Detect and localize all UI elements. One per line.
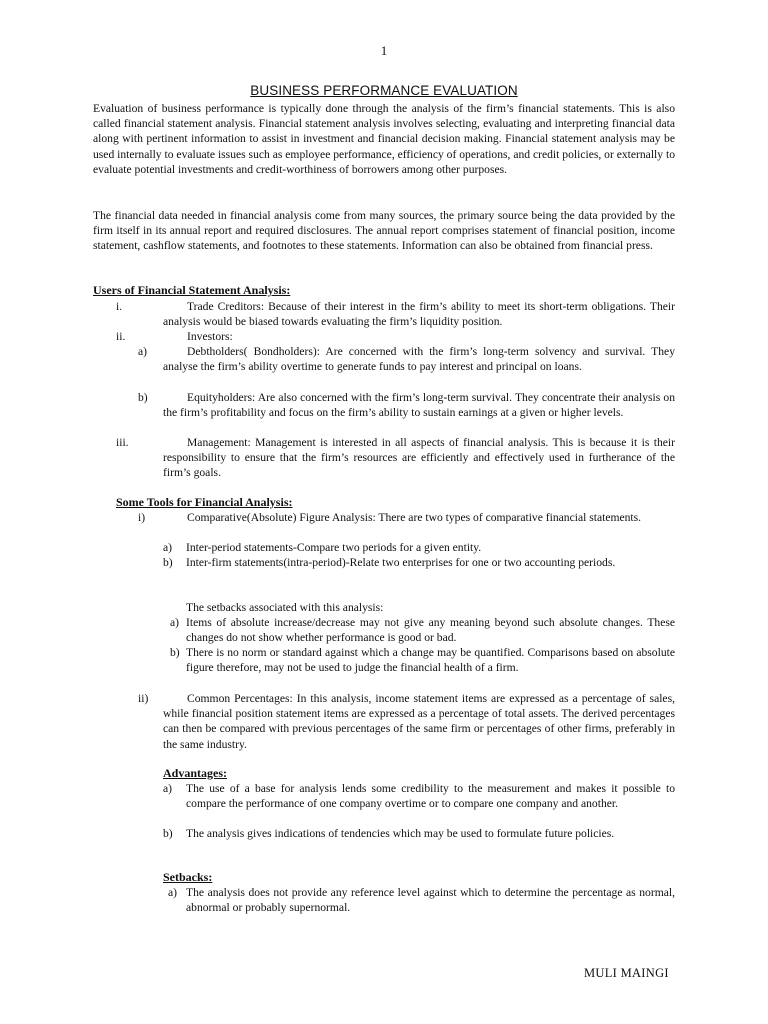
list-item-text: Equityholders: Are also concerned with the firm’s long-term survival. They concentrate their analysis on the firm’s profitability and focus on the firm’s ability to sustain earnings at a given or higher levels. <box>163 391 675 420</box>
list-item-label: i. <box>116 300 123 313</box>
advantages-heading: Advantages: <box>163 766 228 780</box>
list-item-label: b) <box>163 827 173 840</box>
list-item-label: ii) <box>138 692 149 705</box>
list-item-label: a) <box>170 616 180 629</box>
list-item-text: Items of absolute increase/decrease may not give any meaning beyond such absolute changes. These changes do not show whether performance is good or bad. <box>186 616 675 645</box>
list-item-label: a) <box>163 782 173 795</box>
list-item-text: Inter-firm statements(intra-period)-Relate two enterprises for one or two accounting periods. <box>186 556 616 569</box>
users-heading: Users of Financial Statement Analysis: <box>93 283 291 297</box>
list-item-text: Debtholders( Bondholders): Are concerned with the firm’s long-term solvency and survival. They analyse the firm’s ability overtime to generate funds to pay interest and principal on loans. <box>163 345 675 374</box>
list-item-text: Trade Creditors: Because of their interest in the firm’s ability to meet its short-term obligations. Their analysis would be biased towards evaluating the firm’s liquidity position. <box>163 300 675 329</box>
list-item-label: a) <box>163 541 173 554</box>
page-number: 1 <box>380 43 388 58</box>
sources-paragraph: The financial data needed in financial analysis come from many sources, the primary source being the data provided by the firm itself in its annual report and required disclosures. The annual report comprises statement of financial position, income statement, cashflow statements, and footnotes to these statements. Information can also be obtained from financial press. <box>93 209 675 253</box>
setbacks-heading: Setbacks: <box>163 870 213 884</box>
list-item-label: a) <box>138 345 148 358</box>
list-item-label: ii. <box>116 330 126 343</box>
list-item-text: Comparative(Absolute) Figure Analysis: There are two types of comparative financial statements. <box>187 511 642 524</box>
list-item-label: a) <box>168 886 178 899</box>
list-item-text: Investors: <box>187 330 233 343</box>
list-item-text: Common Percentages: In this analysis, income statement items are expressed as a percentage of sales, while financial position statement items are expressed as a percentage of total assets. The derived percentages can then be compared with previous percentages of the same firm or percentages of other firms, preferably in the same industry. <box>163 692 675 751</box>
list-item-text: Management: Management is interested in all aspects of financial analysis. This is because it is their responsibility to ensure that the firm’s resources are efficiently and effectively used in furtherance of the firm’s goals. <box>163 436 675 480</box>
list-item-label: i) <box>138 511 146 524</box>
setbacks-intro: The setbacks associated with this analysis: <box>186 601 384 614</box>
list-item-label: b) <box>163 556 173 569</box>
list-item-text: The use of a base for analysis lends some credibility to the measurement and makes it possible to compare the performance of one company overtime or to compare one company and another. <box>186 782 675 811</box>
list-item-text: The analysis gives indications of tendencies which may be used to formulate future policies. <box>186 827 615 840</box>
list-item-label: b) <box>170 646 180 659</box>
list-item-text: The analysis does not provide any reference level against which to determine the percentage as normal, abnormal or probably supernormal. <box>186 886 675 915</box>
intro-paragraph: Evaluation of business performance is typically done through the analysis of the firm’s financial statements. This is also called financial statement analysis. Financial statement analysis involves selecting, evaluating and interpreting financial data along with pertinent information to assist in investment and financial decision making. Financial statement analysis may be used internally to evaluate issues such as employee performance, efficiency of operations, and credit policies, or externally to evaluate potential investments and credit-worthiness of borrowers among other purposes. <box>93 102 675 176</box>
list-item-text: Inter-period statements-Compare two periods for a given entity. <box>186 541 482 554</box>
list-item-label: b) <box>138 391 148 404</box>
tools-heading: Some Tools for Financial Analysis: <box>116 495 293 509</box>
document-title: BUSINESS PERFORMANCE EVALUATION <box>250 83 518 98</box>
list-item-label: iii. <box>116 436 129 449</box>
list-item-text: There is no norm or standard against which a change may be quantified. Comparisons based on absolute figure therefore, may not be used to judge the financial health of a firm. <box>186 646 675 675</box>
author-footer: MULI MAINGI <box>584 966 669 980</box>
